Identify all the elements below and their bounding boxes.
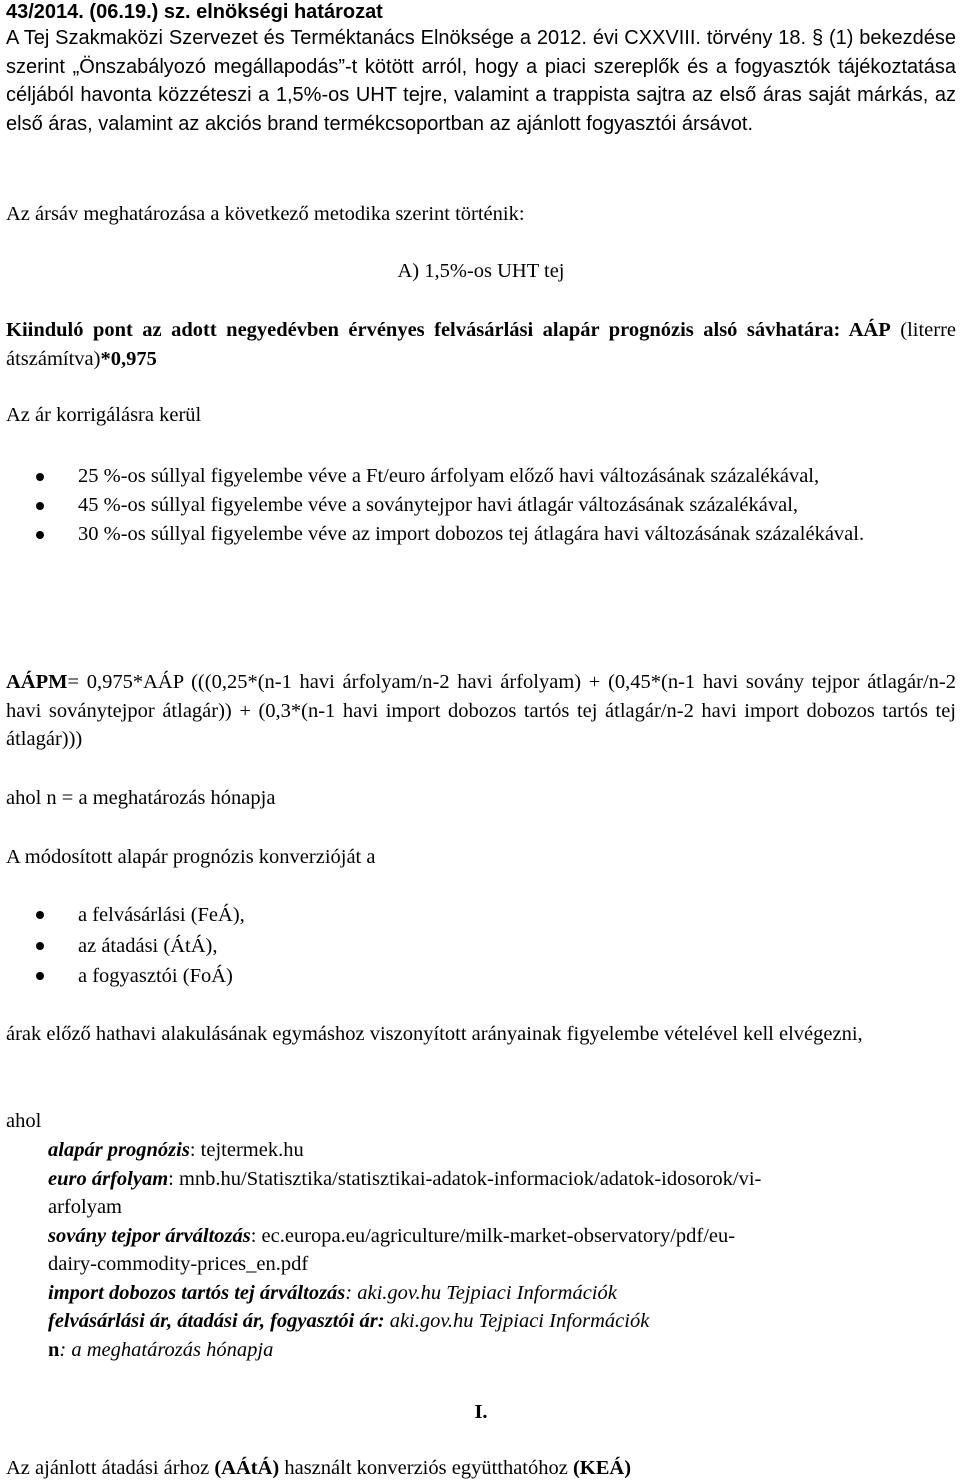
footer-paragraph — [6, 1454, 956, 1483]
roman-heading: I. — [474, 1401, 488, 1423]
source-label: euro árfolyam — [48, 1167, 169, 1190]
list-item-text: 25 %-os súllyal figyelembe véve a Ft/euro árfolyam előző havi változásának százalékával, — [78, 465, 820, 487]
source-label: alapár prognózis — [48, 1139, 190, 1161]
start-point-normal: (literre átszámítva) — [6, 319, 957, 370]
list-item-text: 45 %-os súllyal figyelembe véve a soványtejpor havi átlagár változásának százalékával, — [78, 494, 799, 516]
resolution-title: 43/2014. (06.19.) sz. elnökségi határozat — [6, 1, 383, 23]
correction-list — [6, 462, 956, 549]
source-label: n — [48, 1338, 60, 1361]
source-value: : mnb.hu/Statisztika/statisztikai-adatok-informaciok/adatok-idosorok/vi- — [168, 1167, 762, 1190]
source-value: aki.gov.hu Tejpiaci Információk — [384, 1310, 650, 1332]
source-row-alapar — [48, 1136, 956, 1165]
bullet-icon — [36, 942, 44, 950]
source-value: : tejtermek.hu — [189, 1139, 304, 1161]
bullet-icon — [36, 972, 44, 980]
section-a-heading: A) 1,5%-os UHT tej — [397, 260, 565, 282]
source-row-felvasarlasi — [48, 1307, 956, 1336]
list-item-text: a fogyasztói (FoÁ) — [78, 965, 233, 987]
source-row-sovany — [48, 1222, 956, 1251]
footer-bold: (AÁtÁ) — [214, 1457, 280, 1479]
start-point-paragraph — [6, 316, 956, 373]
list-item-text: 30 %-os súllyal figyelembe véve az import dobozos tej átlagára havi változásának százalékával. — [78, 523, 865, 545]
list-item-text: az átadási (ÁtÁ), — [78, 934, 218, 957]
source-label: felvásárlási ár, átadási ár, fogyasztói ár: — [48, 1310, 385, 1332]
bullet-icon — [36, 502, 44, 510]
source-label: sovány tejpor árváltozás — [48, 1224, 251, 1247]
list-item — [6, 520, 956, 549]
start-point-factor: *0,975 — [100, 347, 157, 370]
list-item — [6, 931, 956, 962]
n-definition: ahol n = a meghatározás hónapja — [6, 787, 276, 809]
bullet-icon — [36, 911, 44, 919]
intro-paragraph: A Tej Szakmaközi Szervezet és Terméktanács Elnöksége a 2012. évi CXXVIII. törvény 18. § (1) bekezdése szerint „Önszabályozó megállapodás”-t kötött arról, hogy a piaci szereplők és a fogyasztók tájékoztatása céljából havonta közzéteszi a 1,5%-os UHT tejre, valamint a trappista sajtra az első áras saját márkás, az első áras, valamint az akciós brand termékcsoportban az ajánlott fogyasztói ársávot. — [6, 27, 956, 135]
formula-paragraph — [6, 668, 956, 754]
method-intro: Az ársáv meghatározása a következő metodika szerint történik: — [6, 203, 525, 225]
source-value: : aki.gov.hu Tejpiaci Információk — [345, 1281, 617, 1304]
list-item — [6, 900, 956, 931]
correction-intro: Az ár korrigálásra kerül — [6, 404, 202, 426]
list-item — [6, 462, 956, 491]
footer-text: használt konverziós együtthatóhoz — [279, 1457, 573, 1479]
source-row-import — [48, 1279, 956, 1308]
list-item — [6, 961, 956, 992]
conversion-intro: A módosított alapár prognózis konverzióját a — [6, 846, 376, 868]
list-item-text: a felvásárlási (FeÁ), — [78, 904, 245, 926]
sources-ahol: ahol — [6, 1110, 42, 1132]
footer-text: Az ajánlott átadási árhoz — [6, 1457, 215, 1479]
start-point-bold: Kiinduló pont az adott negyedévben érvényes felvásárlási alapár prognózis alsó sávhatára: AÁP — [6, 319, 891, 341]
list-item — [6, 491, 956, 520]
source-row-euro — [48, 1165, 956, 1194]
source-value: : a meghatározás hónapja — [59, 1338, 274, 1361]
formula-label: AÁPM — [6, 671, 68, 693]
conversion-outro: árak előző hathavi alakulásának egymáshoz viszonyított arányainak figyelembe vételével kell elvégezni, — [6, 1023, 863, 1045]
source-row-sovany-cont: dairy-commodity-prices_en.pdf — [48, 1253, 309, 1275]
footer-bold: (KEÁ) — [572, 1457, 632, 1479]
source-row-euro-cont: arfolyam — [48, 1196, 122, 1218]
source-label: import dobozos tartós tej árváltozás — [48, 1281, 346, 1304]
source-value: : ec.europa.eu/agriculture/milk-market-observatory/pdf/eu- — [250, 1224, 736, 1247]
source-row-n — [48, 1336, 956, 1365]
sources-list — [48, 1136, 956, 1364]
bullet-icon — [36, 473, 44, 481]
conversion-list — [6, 900, 956, 992]
formula-text: = 0,975*AÁP (((0,25*(n-1 havi árfolyam/n-2 havi árfolyam) + (0,45*(n-1 havi sovány tejpor átlagár/n-2 havi soványtejpor átlagár)) + (0,3*(n-1 havi import dobozos tartós tej átlagár/n-2 havi import dobozos tartós tej átlagár))) — [6, 671, 956, 750]
bullet-icon — [36, 531, 44, 539]
